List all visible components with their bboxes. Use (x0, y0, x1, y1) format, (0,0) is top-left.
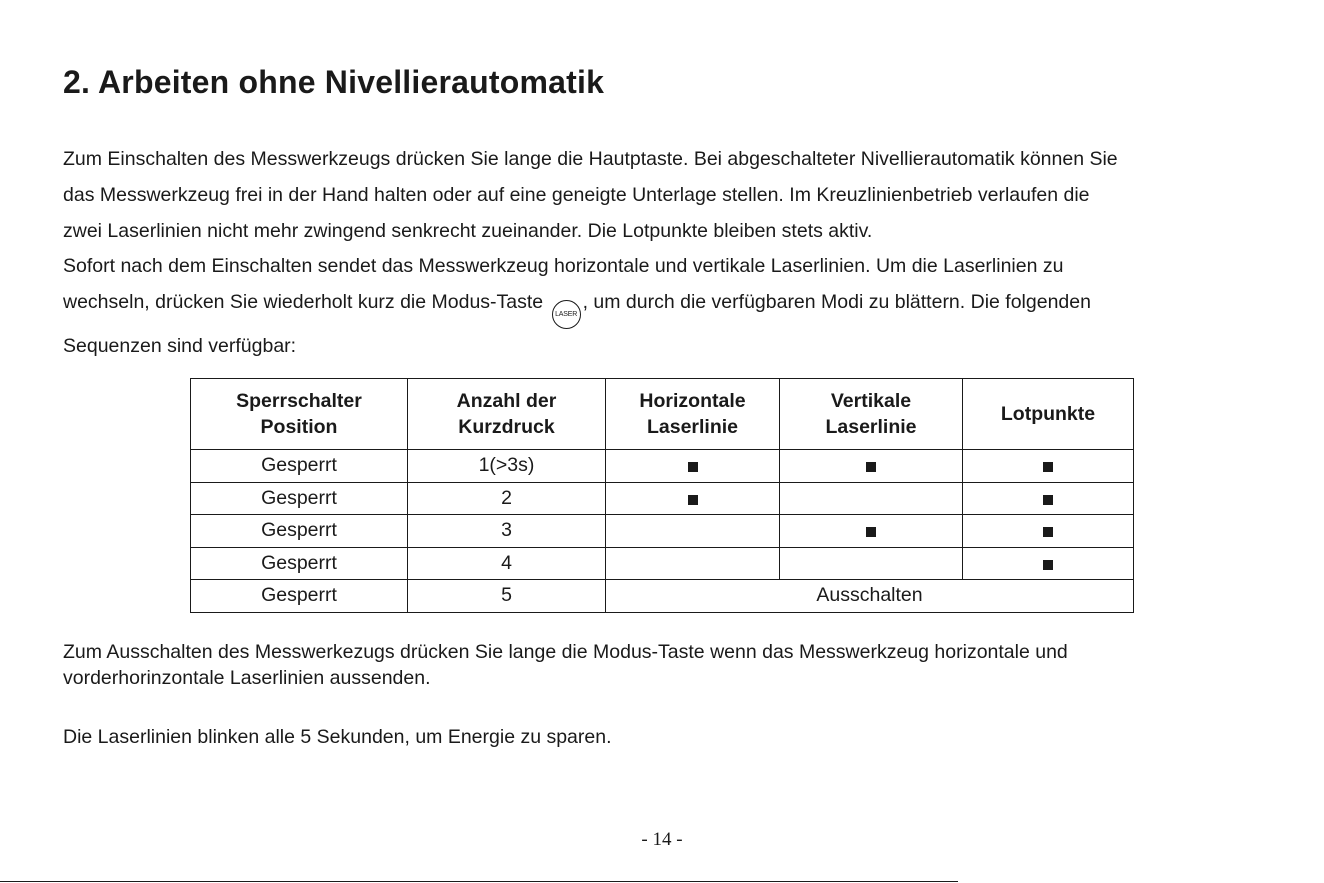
active-square-icon (1043, 462, 1053, 472)
active-square-icon (866, 462, 876, 472)
active-square-icon (1043, 527, 1053, 537)
header-short-press-count: Anzahl der Kurzdruck (408, 379, 606, 450)
laser-mode-button-icon: LASER (552, 300, 581, 329)
header-lock-switch-position: Sperrschalter Position (191, 379, 408, 450)
active-square-icon (688, 495, 698, 505)
cell-lock-position: Gesperrt (191, 580, 408, 613)
cell-lock-position: Gesperrt (191, 515, 408, 548)
intro-line: Sofort nach dem Einschalten sendet das Messwerkzeug horizontale und vertikale Laserlinien. Um die Laserlinien zu (63, 255, 1064, 278)
table-body (191, 450, 1134, 613)
cell-vertical (780, 482, 963, 515)
cell-press-count: 5 (408, 580, 606, 613)
active-square-icon (1043, 495, 1053, 505)
table-header-row (191, 379, 1134, 450)
table-row (191, 580, 1134, 613)
cell-horizontal (606, 482, 780, 515)
cell-power-off: Ausschalten (606, 580, 1134, 613)
cell-plumb (963, 482, 1134, 515)
intro-text: , um durch die verfügbaren Modi zu blättern. Die folgenden (582, 291, 1091, 314)
intro-line: zwei Laserlinien nicht mehr zwingend senkrecht zueinander. Die Lotpunkte bleiben stets aktiv. (63, 219, 873, 242)
section-heading: 2. Arbeiten ohne Nivellierautomatik (63, 64, 605, 100)
cell-vertical (780, 547, 963, 580)
cell-lock-position: Gesperrt (191, 547, 408, 580)
cell-press-count: 1(>3s) (408, 450, 606, 483)
intro-text: wechseln, drücken Sie wiederholt kurz die Modus-Taste (63, 291, 544, 314)
cell-horizontal (606, 547, 780, 580)
cell-press-count: 3 (408, 515, 606, 548)
page-number: - 14 - (641, 829, 683, 850)
active-square-icon (1043, 560, 1053, 570)
intro-line: Sequenzen sind verfügbar: (63, 335, 297, 358)
active-square-icon (688, 462, 698, 472)
table-row (191, 450, 1134, 483)
cell-lock-position: Gesperrt (191, 482, 408, 515)
cell-press-count: 2 (408, 482, 606, 515)
cell-vertical (780, 515, 963, 548)
mode-sequence-table (190, 378, 1134, 613)
cell-press-count: 4 (408, 547, 606, 580)
intro-line: das Messwerkzeug frei in der Hand halten oder auf eine geneigte Unterlage stellen. Im Kreuzlinienbetrieb verlaufen die (63, 183, 1090, 206)
cell-vertical (780, 450, 963, 483)
outro-line: Zum Ausschalten des Messwerkezugs drücken Sie lange die Modus-Taste wenn das Messwerkzeug horizontale und (63, 641, 1068, 663)
intro-paragraph (63, 142, 1303, 365)
power-off-paragraph (63, 639, 1068, 691)
header-horizontal-laser-line: Horizontale Laserlinie (606, 379, 780, 450)
cell-horizontal (606, 515, 780, 548)
table-row (191, 547, 1134, 580)
blink-note: Die Laserlinien blinken alle 5 Sekunden, um Energie zu sparen. (63, 726, 612, 748)
table-row (191, 515, 1134, 548)
cell-plumb (963, 450, 1134, 483)
intro-line-with-button (63, 285, 1303, 329)
header-vertical-laser-line: Vertikale Laserlinie (780, 379, 963, 450)
intro-line: Zum Einschalten des Messwerkzeugs drücken Sie lange die Hautptaste. Bei abgeschalteter Nivellierautomatik können Sie (63, 148, 1118, 170)
header-plumb-points: Lotpunkte (963, 379, 1134, 450)
cell-plumb (963, 547, 1134, 580)
table-row (191, 482, 1134, 515)
cell-plumb (963, 515, 1134, 548)
cell-horizontal (606, 450, 780, 483)
outro-line: vorderhorinzontale Laserlinien aussenden. (63, 667, 431, 689)
active-square-icon (866, 527, 876, 537)
footer-rule (0, 881, 958, 882)
cell-lock-position: Gesperrt (191, 450, 408, 483)
